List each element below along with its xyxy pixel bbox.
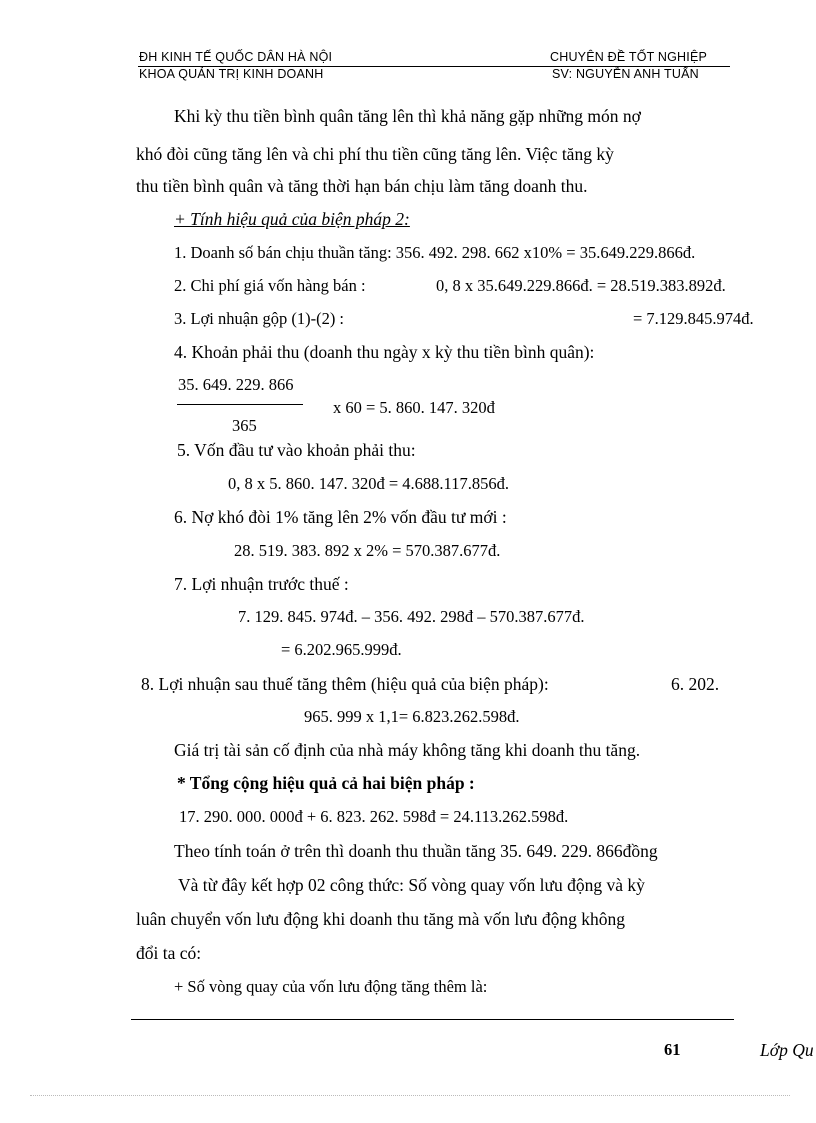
fraction-numerator: 35. 649. 229. 866 [178, 375, 294, 394]
item-7-calc-1: 7. 129. 845. 974đ. – 356. 492. 298đ – 570.387.677đ. [238, 607, 585, 626]
item-4: 4. Khoản phải thu (doanh thu ngày x kỳ thu tiền bình quân): [174, 342, 595, 362]
para3-line3: đổi ta có: [136, 943, 202, 963]
fixed-asset-note: Giá trị tài sản cố định của nhà máy không tăng khi doanh thu tăng. [174, 740, 641, 760]
page-bottom-border [30, 1095, 790, 1096]
header-doc-type: CHUYÊN ĐỀ TỐT NGHIỆP [550, 50, 708, 64]
para2: Theo tính toán ở trên thì doanh thu thuần tăng 35. 649. 229. 866đồng [174, 841, 658, 861]
total-heading: * Tổng cộng hiệu quả cả hai biện pháp : [177, 773, 475, 793]
item-5-calc: 0, 8 x 5. 860. 147. 320đ = 4.688.117.856đ. [228, 474, 509, 493]
header-university: ĐH KINH TẾ QUỐC DÂN HÀ NỘI [139, 50, 333, 64]
para1-line2: khó đòi cũng tăng lên và chi phí thu tiền cũng tăng lên. Việc tăng kỳ [136, 144, 614, 164]
fraction-multiplier: x 60 = 5. 860. 147. 320đ [333, 398, 495, 417]
header-divider [138, 66, 730, 67]
fraction-bar [177, 404, 303, 405]
item-5: 5. Vốn đầu tư vào khoản phải thu: [177, 440, 416, 460]
item-6: 6. Nợ khó đòi 1% tăng lên 2% vốn đầu tư mới : [174, 507, 507, 527]
para3-line1: Và từ đây kết hợp 02 công thức: Số vòng quay vốn lưu động và kỳ [178, 875, 645, 895]
item-8-label: 8. Lợi nhuận sau thuế tăng thêm (hiệu quả của biện pháp): [141, 674, 549, 694]
item-8-tail: 6. 202. [671, 674, 720, 694]
header-student: SV: NGUYỄN ANH TUẤN [552, 67, 699, 81]
page-number: 61 [664, 1040, 681, 1059]
para3-line2: luân chuyển vốn lưu động khi doanh thu tăng mà vốn lưu động không [136, 909, 625, 929]
item-3-value: = 7.129.845.974đ. [633, 309, 754, 328]
item-2-label: 2. Chi phí giá vốn hàng bán : [174, 276, 366, 295]
para1-line1: Khi kỳ thu tiền bình quân tăng lên thì khả năng gặp những món nợ [174, 106, 641, 126]
last-item: + Số vòng quay của vốn lưu động tăng thêm là: [174, 977, 488, 996]
item-8-calc: 965. 999 x 1,1= 6.823.262.598đ. [304, 707, 520, 726]
fraction-denominator: 365 [232, 416, 257, 435]
item-6-calc: 28. 519. 383. 892 x 2% = 570.387.677đ. [234, 541, 501, 560]
footer-divider [131, 1019, 734, 1020]
footer-class-label: Lớp Qu [760, 1040, 814, 1060]
item-1: 1. Doanh số bán chịu thuần tăng: 356. 492. 298. 662 x10% = 35.649.229.866đ. [174, 243, 696, 262]
total-calc: 17. 290. 000. 000đ + 6. 823. 262. 598đ = 24.113.262.598đ. [179, 807, 569, 826]
para1-line3: thu tiền bình quân và tăng thời hạn bán chịu làm tăng doanh thu. [136, 176, 588, 196]
item-7: 7. Lợi nhuận trước thuế : [174, 574, 349, 594]
header-faculty: KHOA QUẢN TRỊ KINH DOANH [139, 67, 324, 81]
section-heading-measure2: + Tính hiệu quả của biện pháp 2: [174, 209, 410, 229]
item-2-value: 0, 8 x 35.649.229.866đ. = 28.519.383.892đ. [436, 276, 726, 295]
item-7-calc-2: = 6.202.965.999đ. [281, 640, 402, 659]
item-3-label: 3. Lợi nhuận gộp (1)-(2) : [174, 309, 345, 328]
